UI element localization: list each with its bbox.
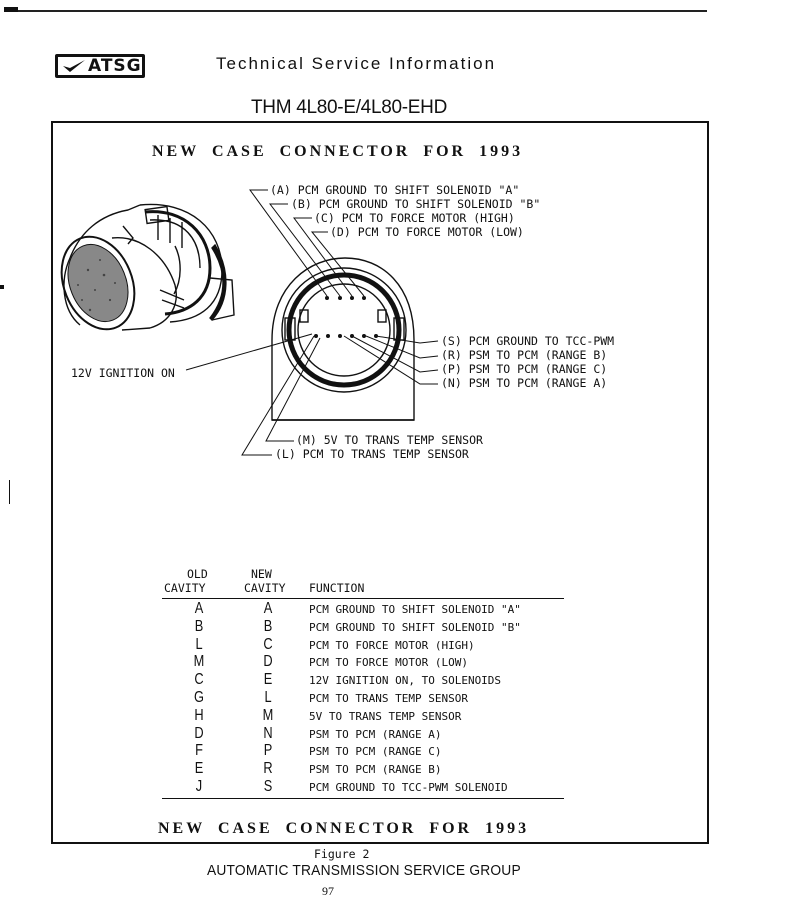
function-text: PSM TO PCM (RANGE A) [309, 727, 442, 741]
callout-s: (S) PCM GROUND TO TCC-PWM [441, 334, 615, 348]
function-text: PCM GROUND TO SHIFT SOLENOID "B" [309, 620, 521, 634]
header-old-line2: CAVITY [164, 581, 206, 595]
old-cavity: A [194, 600, 204, 617]
connector-side-view [48, 204, 234, 340]
table-row [162, 601, 566, 619]
old-cavity: G [194, 688, 204, 706]
page-number: 97 [322, 884, 334, 898]
callout-l: (L) PCM TO TRANS TEMP SENSOR [275, 447, 469, 461]
function-text: 5V TO TRANS TEMP SENSOR [309, 709, 462, 723]
callout-d: (D) PCM TO FORCE MOTOR (LOW) [330, 225, 524, 239]
new-cavity: B [263, 617, 273, 635]
function-text: PSM TO PCM (RANGE C) [309, 745, 442, 759]
new-cavity: N [263, 724, 273, 742]
table-row [162, 761, 566, 779]
table-rule-bottom [162, 798, 564, 799]
old-cavity: M [193, 653, 205, 671]
new-cavity: L [264, 688, 272, 706]
new-cavity: A [263, 600, 273, 617]
table-row [162, 726, 566, 744]
header-new-line1: NEW [251, 567, 272, 581]
table-body [162, 601, 566, 797]
function-text: PCM TO TRANS TEMP SENSOR [309, 691, 468, 705]
table-row [162, 672, 566, 690]
header-old-line1: OLD [187, 567, 208, 581]
table-row [162, 743, 566, 761]
callout-ignition: 12V IGNITION ON [71, 366, 175, 380]
new-cavity: C [263, 635, 273, 653]
document-title: THM 4L80-E/4L80-EHD [251, 97, 447, 118]
table-rule-top [162, 598, 564, 599]
figure-heading-bottom: NEW CASE CONNECTOR FOR 1993 [158, 820, 530, 837]
old-cavity: B [194, 617, 204, 635]
table-row [162, 779, 566, 797]
figure-caption: Figure 2 [314, 847, 370, 861]
new-cavity: D [263, 653, 273, 671]
new-cavity: E [263, 671, 273, 689]
new-cavity: P [263, 742, 273, 760]
old-cavity: C [194, 671, 204, 689]
old-cavity: F [195, 742, 203, 760]
new-cavity: R [263, 760, 273, 778]
new-cavity: S [263, 777, 273, 795]
old-cavity: H [194, 706, 204, 724]
table-row [162, 654, 566, 672]
function-text: 12V IGNITION ON, TO SOLENOIDS [309, 674, 502, 688]
function-text: PCM GROUND TO TCC-PWM SOLENOID [309, 780, 508, 794]
table-row [162, 619, 566, 637]
table-row [162, 690, 566, 708]
new-cavity: M [262, 706, 274, 724]
old-cavity: E [194, 760, 204, 778]
callout-a: (A) PCM GROUND TO SHIFT SOLENOID "A" [270, 183, 520, 197]
function-text: PCM TO FORCE MOTOR (LOW) [309, 656, 468, 670]
function-text: PCM TO FORCE MOTOR (HIGH) [309, 638, 475, 652]
callout-r: (R) PSM TO PCM (RANGE B) [441, 348, 608, 362]
organization-name: AUTOMATIC TRANSMISSION SERVICE GROUP [207, 862, 521, 879]
header-function: FUNCTION [309, 581, 365, 595]
callout-c: (C) PCM TO FORCE MOTOR (HIGH) [314, 211, 515, 225]
callout-m: (M) 5V TO TRANS TEMP SENSOR [296, 433, 483, 447]
table-row [162, 637, 566, 655]
old-cavity: J [195, 777, 203, 795]
callout-p: (P) PSM TO PCM (RANGE C) [441, 362, 608, 376]
callout-n: (N) PSM TO PCM (RANGE A) [441, 376, 608, 390]
old-cavity: L [195, 635, 203, 653]
table-row [162, 708, 566, 726]
old-cavity: D [194, 724, 204, 742]
function-text: PSM TO PCM (RANGE B) [309, 763, 442, 777]
header-new-line2: CAVITY [244, 581, 286, 595]
function-text: PCM GROUND TO SHIFT SOLENOID "A" [309, 603, 521, 616]
logo-text: ATSG [88, 55, 142, 76]
callout-b: (B) PCM GROUND TO SHIFT SOLENOID "B" [291, 197, 541, 211]
service-title: Technical Service Information [216, 54, 497, 73]
figure-heading-top: NEW CASE CONNECTOR FOR 1993 [152, 143, 524, 160]
